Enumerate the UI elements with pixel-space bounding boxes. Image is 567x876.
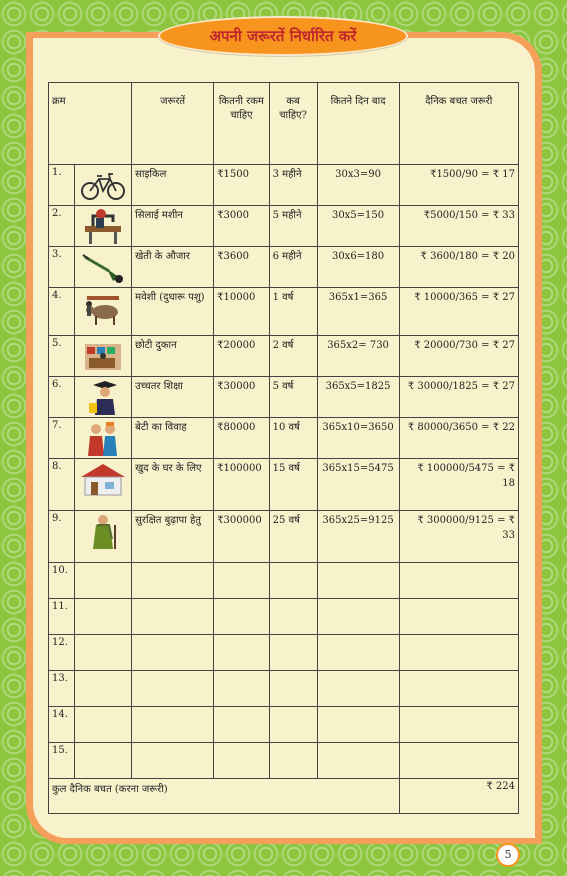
when-cell: 6 महीने (269, 247, 317, 288)
empty-cell (399, 671, 518, 707)
need-cell: बेटी का विवाह (132, 418, 214, 459)
row-number: 2. (49, 206, 75, 247)
empty-row (49, 707, 519, 743)
days-cell: 365x15=5475 (317, 459, 399, 511)
row-number: 15. (49, 743, 75, 779)
farm-tool-icon (78, 249, 129, 285)
row-number: 7. (49, 418, 75, 459)
row-image (74, 165, 132, 206)
row-number: 5. (49, 336, 75, 377)
empty-cell (132, 743, 214, 779)
saving-cell: ₹ 3600/180 = ₹ 20 (399, 247, 518, 288)
saving-cell: ₹ 20000/730 = ₹ 27 (399, 336, 518, 377)
row-image (74, 511, 132, 563)
header-serial: क्रम (49, 83, 132, 165)
empty-row (49, 563, 519, 599)
amount-cell: ₹100000 (214, 459, 269, 511)
empty-cell (214, 707, 269, 743)
need-cell: छोटी दुकान (132, 336, 214, 377)
table-row (49, 336, 519, 377)
old-woman-icon (78, 513, 129, 549)
amount-cell: ₹300000 (214, 511, 269, 563)
amount-cell: ₹20000 (214, 336, 269, 377)
empty-row (49, 599, 519, 635)
empty-cell (317, 743, 399, 779)
cattle-icon (78, 290, 129, 326)
empty-cell (317, 563, 399, 599)
empty-cell (74, 707, 132, 743)
row-image (74, 459, 132, 511)
empty-cell (399, 635, 518, 671)
saving-cell: ₹ 300000/9125 = ₹ 33 (399, 511, 518, 563)
empty-cell (214, 635, 269, 671)
empty-cell (74, 563, 132, 599)
table-row (49, 377, 519, 418)
row-number: 14. (49, 707, 75, 743)
empty-cell (74, 599, 132, 635)
empty-cell (269, 707, 317, 743)
row-number: 13. (49, 671, 75, 707)
total-value: ₹ 224 (399, 779, 518, 814)
needs-table (48, 82, 519, 814)
header-when: कब चाहिए? (269, 83, 317, 165)
empty-cell (74, 635, 132, 671)
header-days: कितने दिन बाद (317, 83, 399, 165)
empty-cell (399, 743, 518, 779)
empty-cell (269, 635, 317, 671)
empty-row (49, 635, 519, 671)
graduate-icon (78, 379, 129, 415)
when-cell: 3 महीने (269, 165, 317, 206)
need-cell: साइकिल (132, 165, 214, 206)
amount-cell: ₹80000 (214, 418, 269, 459)
empty-cell (317, 635, 399, 671)
row-image (74, 247, 132, 288)
days-cell: 365x1=365 (317, 288, 399, 336)
table-row (49, 511, 519, 563)
days-cell: 365x2= 730 (317, 336, 399, 377)
empty-cell (214, 599, 269, 635)
empty-cell (74, 671, 132, 707)
shop-icon (78, 338, 129, 374)
row-image (74, 288, 132, 336)
header-daily-saving: दैनिक बचत जरूरी (399, 83, 518, 165)
empty-row (49, 743, 519, 779)
days-cell: 30x6=180 (317, 247, 399, 288)
need-cell: मवेशी (दुधारू पशु) (132, 288, 214, 336)
empty-cell (399, 599, 518, 635)
days-cell: 365x5=1825 (317, 377, 399, 418)
when-cell: 1 वर्ष (269, 288, 317, 336)
saving-cell: ₹ 80000/3650 = ₹ 22 (399, 418, 518, 459)
total-row (49, 779, 519, 814)
row-number: 1. (49, 165, 75, 206)
empty-cell (132, 599, 214, 635)
row-number: 12. (49, 635, 75, 671)
saving-cell: ₹5000/150 = ₹ 33 (399, 206, 518, 247)
need-cell: उच्चतर शिक्षा (132, 377, 214, 418)
row-image (74, 418, 132, 459)
header-amount: कितनी रकम चाहिए (214, 83, 269, 165)
saving-cell: ₹ 100000/5475 = ₹ 18 (399, 459, 518, 511)
row-number: 4. (49, 288, 75, 336)
need-cell: सुरक्षित बुढ़ापा हेतु (132, 511, 214, 563)
empty-cell (74, 743, 132, 779)
empty-cell (399, 707, 518, 743)
row-image (74, 206, 132, 247)
empty-cell (399, 563, 518, 599)
row-image (74, 377, 132, 418)
when-cell: 5 वर्ष (269, 377, 317, 418)
when-cell: 2 वर्ष (269, 336, 317, 377)
table-row (49, 418, 519, 459)
row-number: 3. (49, 247, 75, 288)
empty-cell (214, 563, 269, 599)
when-cell: 25 वर्ष (269, 511, 317, 563)
empty-cell (269, 671, 317, 707)
page-title: अपनी जरूरतें निर्धारित करें (209, 27, 357, 45)
days-cell: 30x5=150 (317, 206, 399, 247)
need-cell: खुद के घर के लिए (132, 459, 214, 511)
when-cell: 10 वर्ष (269, 418, 317, 459)
amount-cell: ₹1500 (214, 165, 269, 206)
table-header-row (49, 83, 519, 165)
table-row (49, 288, 519, 336)
saving-cell: ₹1500/90 = ₹ 17 (399, 165, 518, 206)
saving-cell: ₹ 10000/365 = ₹ 27 (399, 288, 518, 336)
amount-cell: ₹3600 (214, 247, 269, 288)
need-cell: खेती के औजार (132, 247, 214, 288)
need-cell: सिलाई मशीन (132, 206, 214, 247)
row-number: 6. (49, 377, 75, 418)
saving-cell: ₹ 30000/1825 = ₹ 27 (399, 377, 518, 418)
amount-cell: ₹10000 (214, 288, 269, 336)
empty-cell (132, 707, 214, 743)
empty-cell (132, 635, 214, 671)
row-number: 8. (49, 459, 75, 511)
empty-cell (132, 671, 214, 707)
row-number: 10. (49, 563, 75, 599)
empty-cell (317, 671, 399, 707)
empty-cell (214, 743, 269, 779)
header-needs: जरूरतें (132, 83, 214, 165)
empty-row (49, 671, 519, 707)
row-number: 11. (49, 599, 75, 635)
table-row (49, 165, 519, 206)
title-banner (158, 16, 408, 56)
table-row (49, 206, 519, 247)
empty-cell (269, 563, 317, 599)
empty-cell (214, 671, 269, 707)
wedding-icon (78, 420, 129, 456)
days-cell: 365x10=3650 (317, 418, 399, 459)
table-row (49, 459, 519, 511)
days-cell: 30x3=90 (317, 165, 399, 206)
row-number: 9. (49, 511, 75, 563)
house-icon (78, 461, 129, 497)
table-row (49, 247, 519, 288)
row-image (74, 336, 132, 377)
page-number: 5 (496, 843, 520, 867)
empty-cell (132, 563, 214, 599)
empty-cell (317, 599, 399, 635)
empty-cell (317, 707, 399, 743)
when-cell: 5 महीने (269, 206, 317, 247)
amount-cell: ₹30000 (214, 377, 269, 418)
sewing-machine-icon (78, 208, 129, 244)
days-cell: 365x25=9125 (317, 511, 399, 563)
when-cell: 15 वर्ष (269, 459, 317, 511)
amount-cell: ₹3000 (214, 206, 269, 247)
total-label: कुल दैनिक बचत (करना जरूरी) (49, 779, 400, 814)
empty-cell (269, 743, 317, 779)
bicycle-icon (78, 167, 129, 203)
empty-cell (269, 599, 317, 635)
